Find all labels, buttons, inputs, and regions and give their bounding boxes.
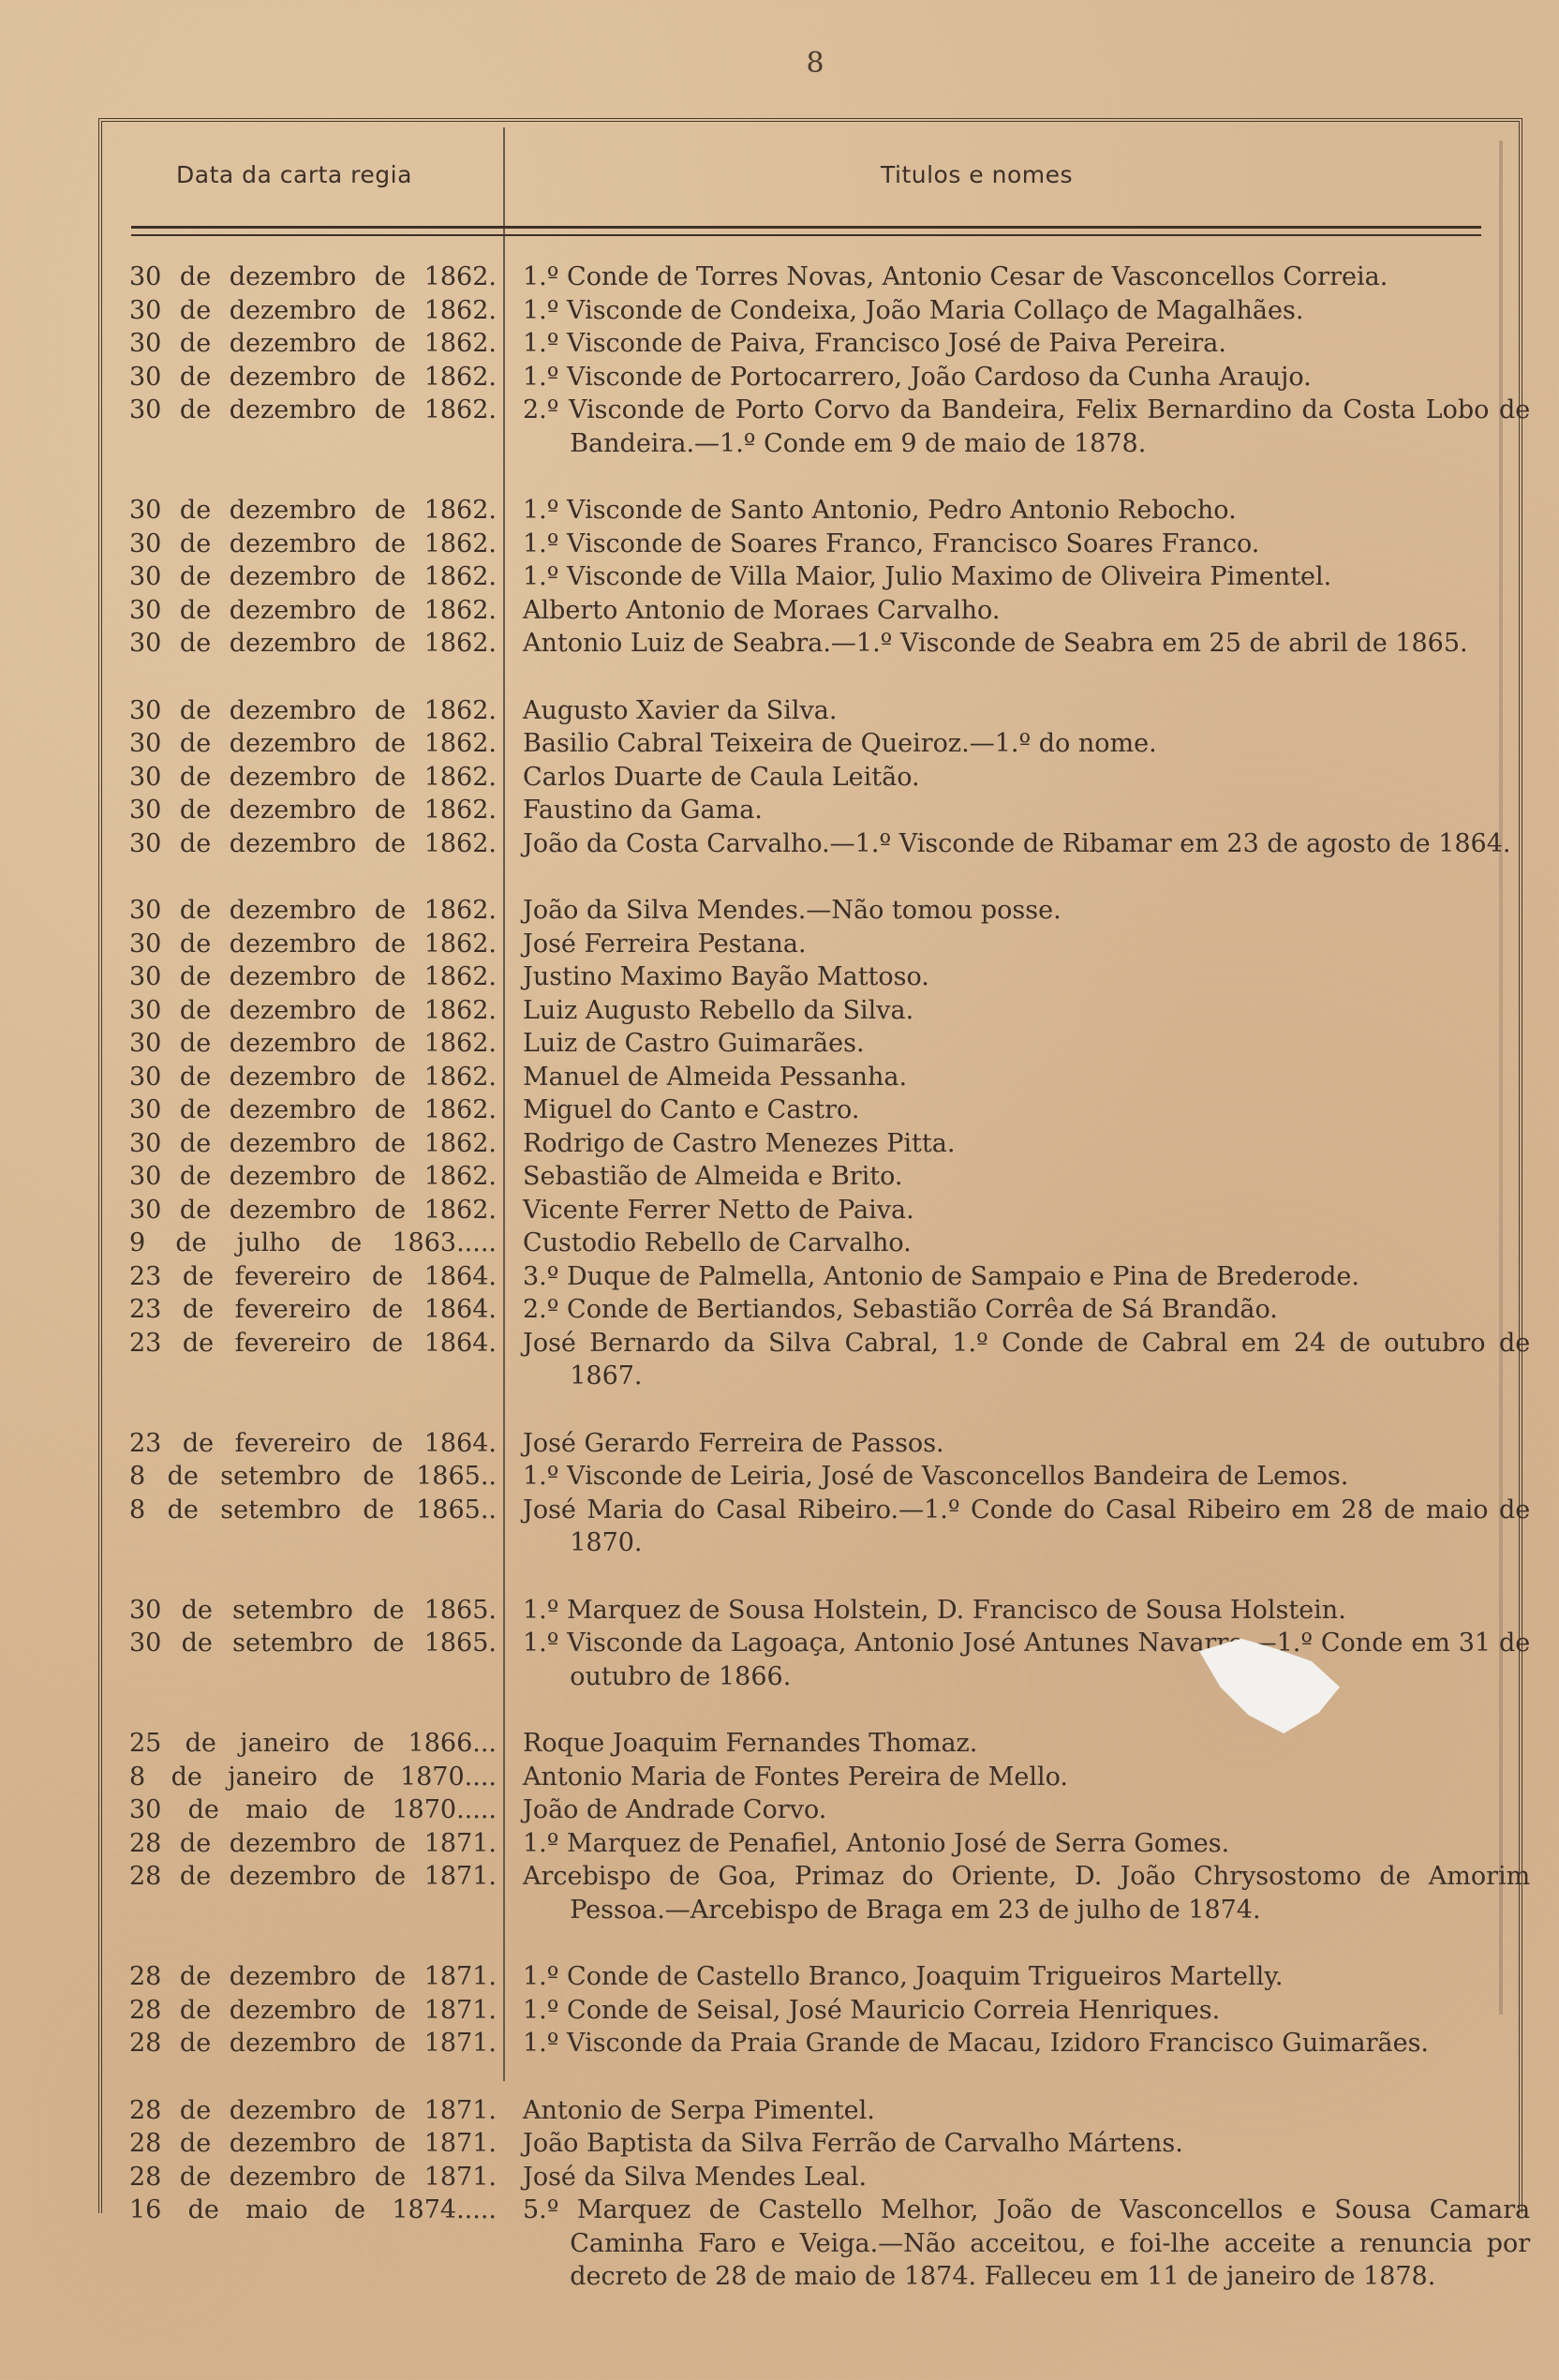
table-row bbox=[0, 1727, 1559, 1761]
table-row bbox=[0, 294, 1559, 328]
row-title: João de Andrade Corvo. bbox=[523, 1795, 827, 1824]
row-title: Roque Joaquim Fernandes Thomaz. bbox=[523, 1729, 978, 1758]
row-date: 28 de dezembro de 1871. bbox=[129, 1962, 497, 1991]
row-date: 30 de dezembro de 1862. bbox=[129, 496, 497, 525]
table-body bbox=[0, 260, 1559, 2294]
row-title: 1.º Visconde da Lagoaça, Antonio José Antunes Navarro.—1.º Conde em 31 de outubro de 1866. bbox=[523, 1629, 1531, 1691]
row-title: João da Silva Mendes.—Não tomou posse. bbox=[523, 896, 1062, 925]
table-row bbox=[0, 2161, 1559, 2194]
row-title: José Ferreira Pestana. bbox=[523, 929, 807, 959]
row-title: Sebastião de Almeida e Brito. bbox=[523, 1162, 903, 1191]
row-title: Carlos Duarte de Caula Leitão. bbox=[523, 762, 920, 792]
row-date: 30 de dezembro de 1862. bbox=[129, 362, 497, 392]
table-row bbox=[0, 1093, 1559, 1127]
table-row bbox=[0, 1427, 1559, 1461]
row-date: 30 de dezembro de 1862. bbox=[129, 1128, 497, 1158]
row-date: 28 de dezembro de 1871. bbox=[129, 2129, 497, 2158]
row-title: João Baptista da Silva Ferrão de Carvalho Mártens. bbox=[523, 2129, 1183, 2158]
table-row bbox=[0, 994, 1559, 1028]
table-row bbox=[0, 694, 1559, 728]
table-row bbox=[0, 827, 1559, 861]
row-date: 30 de dezembro de 1862. bbox=[129, 562, 497, 591]
row-date: 30 de dezembro de 1862. bbox=[129, 595, 497, 625]
row-date: 30 de dezembro de 1862. bbox=[129, 329, 497, 358]
row-date: 30 de maio de 1870..... bbox=[129, 1795, 497, 1824]
row-title: José da Silva Mendes Leal. bbox=[523, 2162, 868, 2192]
row-date: 8 de janeiro de 1870.... bbox=[129, 1762, 497, 1792]
row-date: 30 de dezembro de 1862. bbox=[129, 528, 497, 558]
table-row bbox=[0, 1160, 1559, 1194]
row-title: João da Costa Carvalho.—1.º Visconde de Ribamar em 23 de agosto de 1864. bbox=[523, 828, 1511, 858]
row-title: José Maria do Casal Ribeiro.—1.º Conde do Casal Ribeiro em 28 de maio de 1870. bbox=[523, 1495, 1531, 1557]
table-row bbox=[0, 794, 1559, 827]
table-row bbox=[0, 894, 1559, 928]
row-title: 2.º Conde de Bertiandos, Sebastião Corrêa de Sá Brandão. bbox=[523, 1295, 1278, 1324]
table-row bbox=[0, 1127, 1559, 1161]
row-date: 30 de dezembro de 1862. bbox=[129, 995, 497, 1025]
row-title: Custodio Rebello de Carvalho. bbox=[523, 1228, 912, 1257]
page-number: 8 bbox=[806, 47, 824, 80]
row-date: 30 de dezembro de 1862. bbox=[129, 1195, 497, 1225]
table-row bbox=[0, 2194, 1559, 2294]
table-row bbox=[0, 1494, 1559, 1560]
row-date: 30 de dezembro de 1862. bbox=[129, 762, 497, 792]
row-date: 28 de dezembro de 1871. bbox=[129, 1828, 497, 1858]
row-date: 16 de maio de 1874..... bbox=[129, 2195, 497, 2224]
row-date: 28 de dezembro de 1871. bbox=[129, 2162, 497, 2192]
table-row bbox=[0, 1594, 1559, 1628]
row-date: 23 de fevereiro de 1864. bbox=[129, 1428, 497, 1458]
table-row bbox=[0, 327, 1559, 361]
row-title: 1.º Visconde de Condeixa, João Maria Collaço de Magalhães. bbox=[523, 295, 1304, 325]
row-date: 30 de dezembro de 1862. bbox=[129, 695, 497, 725]
row-title: Basilio Cabral Teixeira de Queiroz.—1.º do nome. bbox=[523, 729, 1157, 758]
table-row bbox=[0, 560, 1559, 594]
row-title: José Gerardo Ferreira de Passos. bbox=[523, 1428, 944, 1458]
table-row bbox=[0, 2027, 1559, 2060]
table-row bbox=[0, 627, 1559, 661]
table-row bbox=[0, 727, 1559, 761]
row-title: 1.º Visconde de Leiria, José de Vasconcellos Bandeira de Lemos. bbox=[523, 1462, 1349, 1491]
row-date: 9 de julho de 1863..... bbox=[129, 1228, 497, 1257]
row-title: Arcebispo de Goa, Primaz do Oriente, D. João Chrysostomo de Amorim Pessoa.—Arcebispo de Braga em 23 de julho de 1874. bbox=[523, 1862, 1531, 1925]
row-title: 1.º Visconde da Praia Grande de Macau, Izidoro Francisco Guimarães. bbox=[523, 2029, 1430, 2058]
row-date: 30 de setembro de 1865. bbox=[129, 1629, 497, 1658]
row-date: 28 de dezembro de 1871. bbox=[129, 1995, 497, 2025]
row-date: 23 de fevereiro de 1864. bbox=[129, 1261, 497, 1291]
row-title: Alberto Antonio de Moraes Carvalho. bbox=[523, 595, 1001, 625]
row-title: José Bernardo da Silva Cabral, 1.º Conde de Cabral em 24 de outubro de 1867. bbox=[523, 1328, 1531, 1391]
row-date: 25 de janeiro de 1866... bbox=[129, 1729, 497, 1758]
table-row bbox=[0, 928, 1559, 961]
table-row bbox=[0, 1293, 1559, 1327]
row-title: 1.º Marquez de Sousa Holstein, D. Francisco de Sousa Holstein. bbox=[523, 1595, 1346, 1625]
table-row bbox=[0, 494, 1559, 528]
table-row bbox=[0, 2127, 1559, 2161]
table-row bbox=[0, 960, 1559, 994]
table-row bbox=[0, 1994, 1559, 2028]
row-date: 23 de fevereiro de 1864. bbox=[129, 1328, 497, 1358]
table-row bbox=[0, 1227, 1559, 1260]
row-title: 1.º Visconde de Paiva, Francisco José de Paiva Pereira. bbox=[523, 329, 1226, 358]
table-row bbox=[0, 594, 1559, 628]
table-row bbox=[0, 1960, 1559, 1994]
row-date: 30 de dezembro de 1862. bbox=[129, 729, 497, 758]
row-date: 30 de dezembro de 1862. bbox=[129, 796, 497, 825]
row-date: 30 de dezembro de 1862. bbox=[129, 896, 497, 925]
table-row bbox=[0, 1860, 1559, 1926]
row-date: 30 de dezembro de 1862. bbox=[129, 1062, 497, 1092]
table-row bbox=[0, 1061, 1559, 1094]
row-date: 30 de dezembro de 1862. bbox=[129, 929, 497, 959]
table-row bbox=[0, 260, 1559, 294]
table-row bbox=[0, 1327, 1559, 1393]
header-rule bbox=[131, 226, 1481, 236]
row-date: 30 de dezembro de 1862. bbox=[129, 962, 497, 991]
row-title: Vicente Ferrer Netto de Paiva. bbox=[523, 1195, 914, 1225]
row-title: 1.º Conde de Seisal, José Mauricio Correia Henriques. bbox=[523, 1995, 1221, 2025]
row-title: Justino Maximo Bayão Mattoso. bbox=[523, 962, 929, 991]
table-row bbox=[0, 1460, 1559, 1494]
table-row bbox=[0, 761, 1559, 795]
row-title: 1.º Visconde de Portocarrero, João Cardoso da Cunha Araujo. bbox=[523, 362, 1312, 392]
row-title: Antonio Maria de Fontes Pereira de Mello. bbox=[523, 1762, 1068, 1792]
row-title: 1.º Visconde de Soares Franco, Francisco Soares Franco. bbox=[523, 528, 1260, 558]
row-title: Luiz Augusto Rebello da Silva. bbox=[523, 995, 914, 1025]
table-row bbox=[0, 394, 1559, 460]
row-date: 30 de setembro de 1865. bbox=[129, 1595, 497, 1625]
header-date: Data da carta regia bbox=[176, 161, 412, 188]
table-row bbox=[0, 1761, 1559, 1794]
row-date: 28 de dezembro de 1871. bbox=[129, 2029, 497, 2058]
table-row bbox=[0, 361, 1559, 394]
row-date: 28 de dezembro de 1871. bbox=[129, 2095, 497, 2125]
row-date: 28 de dezembro de 1871. bbox=[129, 1862, 497, 1891]
table-row bbox=[0, 1793, 1559, 1827]
row-title: Faustino da Gama. bbox=[523, 796, 763, 825]
row-date: 30 de dezembro de 1862. bbox=[129, 1095, 497, 1124]
table-row bbox=[0, 1027, 1559, 1061]
row-title: 1.º Conde de Torres Novas, Antonio Cesar de Vasconcellos Correia. bbox=[523, 262, 1388, 291]
row-title: 1.º Marquez de Penafiel, Antonio José de Serra Gomes. bbox=[523, 1828, 1230, 1858]
row-date: 30 de dezembro de 1862. bbox=[129, 1162, 497, 1191]
row-title: Miguel do Canto e Castro. bbox=[523, 1095, 860, 1124]
row-date: 8 de setembro de 1865.. bbox=[129, 1495, 497, 1525]
row-title: Antonio de Serpa Pimentel. bbox=[523, 2095, 875, 2125]
row-date: 30 de dezembro de 1862. bbox=[129, 395, 497, 424]
row-title: Augusto Xavier da Silva. bbox=[523, 695, 838, 725]
row-date: 30 de dezembro de 1862. bbox=[129, 629, 497, 658]
row-date: 30 de dezembro de 1862. bbox=[129, 295, 497, 325]
row-title: Antonio Luiz de Seabra.—1.º Visconde de Seabra em 25 de abril de 1865. bbox=[523, 629, 1468, 658]
row-title: 5.º Marquez de Castello Melhor, João de Vasconcellos e Sousa Camara Caminha Faro e Veiga.—Não acceitou, e foi-lhe acceite a renuncia por decreto de 28 de maio de 1874. Falleceu em 11 de janeiro de 1878. bbox=[523, 2195, 1531, 2291]
row-title: 1.º Visconde de Santo Antonio, Pedro Antonio Rebocho. bbox=[523, 496, 1237, 525]
row-date: 30 de dezembro de 1862. bbox=[129, 828, 497, 858]
table-row bbox=[0, 1827, 1559, 1861]
row-title: 3.º Duque de Palmella, Antonio de Sampaio e Pina de Brederode. bbox=[523, 1261, 1359, 1291]
header-titles: Titulos e nomes bbox=[881, 161, 1074, 188]
row-date: 30 de dezembro de 1862. bbox=[129, 1029, 497, 1058]
row-title: Rodrigo de Castro Menezes Pitta. bbox=[523, 1128, 956, 1158]
row-title: Manuel de Almeida Pessanha. bbox=[523, 1062, 908, 1092]
table-row bbox=[0, 2094, 1559, 2128]
table-row bbox=[0, 1260, 1559, 1294]
row-title: 1.º Conde de Castello Branco, Joaquim Trigueiros Martelly. bbox=[523, 1962, 1284, 1991]
row-title: 1.º Visconde de Villa Maior, Julio Maximo de Oliveira Pimentel. bbox=[523, 562, 1332, 591]
row-date: 23 de fevereiro de 1864. bbox=[129, 1295, 497, 1324]
table-row bbox=[0, 528, 1559, 561]
row-date: 8 de setembro de 1865.. bbox=[129, 1462, 497, 1491]
row-date: 30 de dezembro de 1862. bbox=[129, 262, 497, 291]
row-title: 2.º Visconde de Porto Corvo da Bandeira, Felix Bernardino da Costa Lobo de Bandeira.—1.º Conde em 9 de maio de 1878. bbox=[523, 395, 1531, 458]
row-title: Luiz de Castro Guimarães. bbox=[523, 1029, 865, 1058]
table-row bbox=[0, 1194, 1559, 1227]
